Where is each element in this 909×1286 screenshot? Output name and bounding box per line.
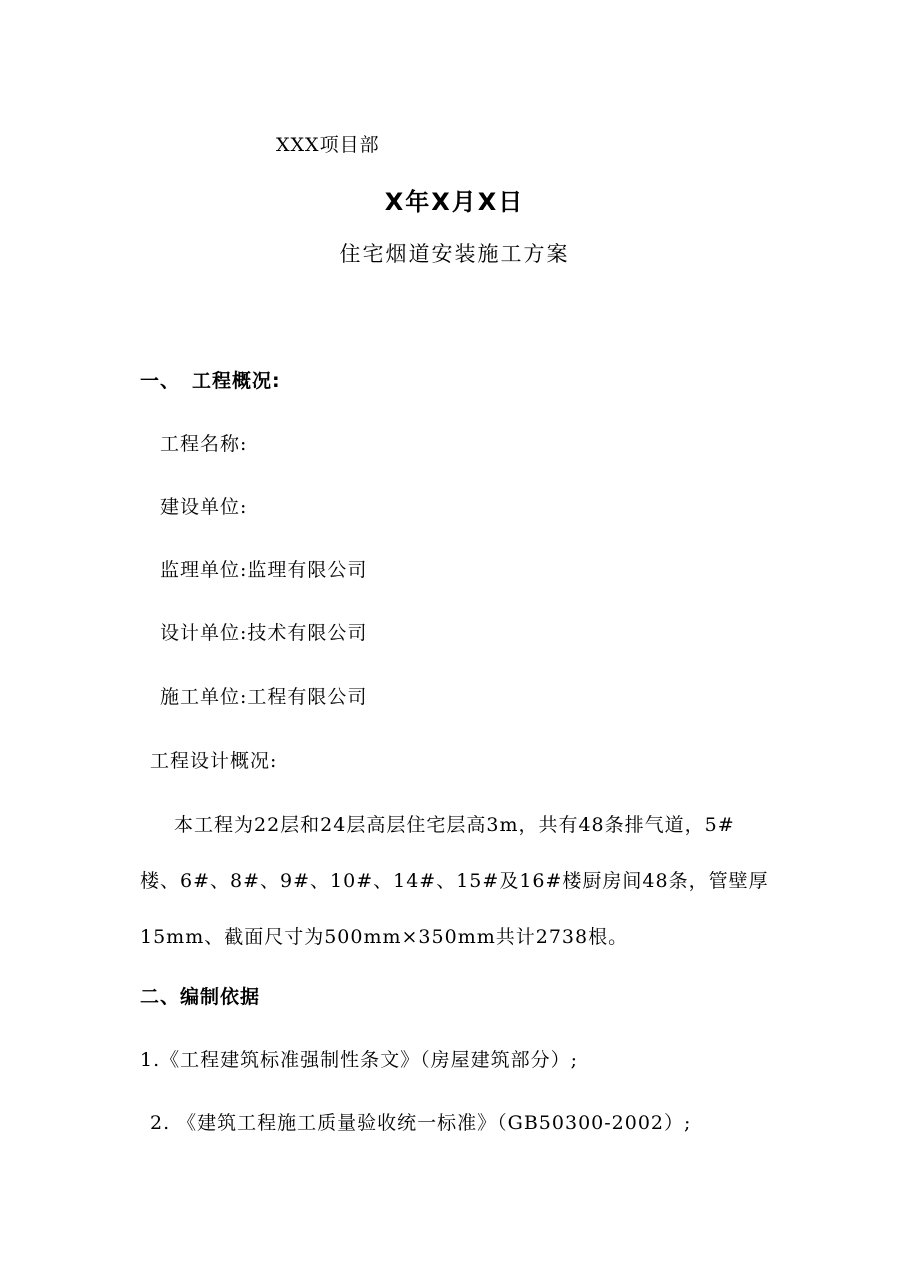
project-department: XXX项目部 — [276, 134, 380, 156]
field-value: 工程有限公司 — [247, 686, 368, 708]
field-label: 设计单位: — [160, 622, 248, 644]
field-supervision-unit — [160, 558, 367, 582]
field-project-name — [160, 432, 247, 456]
field-contractor-unit — [160, 685, 367, 709]
reference-item: 1.《工程建筑标准强制性条文》（房屋建筑部分）; — [140, 1049, 579, 1071]
section-2-heading: 二、编制依据 — [140, 986, 261, 1008]
section-1-title: 工程概况: — [192, 370, 281, 392]
paragraph-line: 本工程为22层和24层高层住宅层高3m，共有48条排气道，5# — [174, 814, 735, 836]
field-value: 技术有限公司 — [247, 622, 368, 644]
field-label: 工程名称: — [160, 433, 248, 455]
design-overview-label: 工程设计概况: — [150, 750, 278, 772]
reference-item: 2. 《建筑工程施工质量验收统一标准》（GB50300-2002）; — [150, 1112, 692, 1134]
field-label: 建设单位: — [160, 496, 248, 518]
field-value: 监理有限公司 — [247, 559, 368, 581]
field-label: 施工单位: — [160, 686, 248, 708]
section-1-number: 一、 — [140, 370, 181, 392]
paragraph-line: 15mm、截面尺寸为500mm×350mm共计2738根。 — [140, 926, 629, 948]
field-label: 监理单位: — [160, 559, 248, 581]
document-date: X年X月X日 — [384, 188, 525, 216]
field-construction-unit — [160, 495, 247, 519]
field-design-unit — [160, 621, 367, 645]
section-1-heading — [140, 369, 281, 393]
paragraph-line: 楼、6#、8#、9#、10#、14#、15#及16#楼厨房间48条，管壁厚 — [140, 870, 769, 892]
document-title: 住宅烟道安装施工方案 — [339, 242, 570, 266]
